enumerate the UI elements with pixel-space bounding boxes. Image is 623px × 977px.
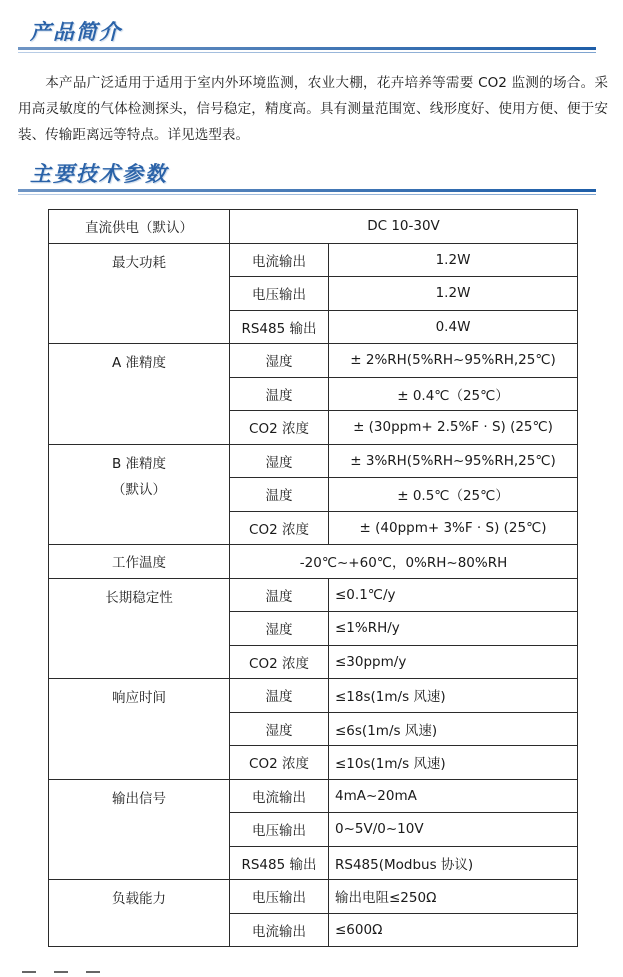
param-label: 响应时间 [49, 679, 230, 780]
param-value: 4mA~20mA [329, 779, 578, 813]
table-row [49, 545, 578, 579]
sub-param-label: 电压输出 [230, 813, 329, 847]
param-value: 1.2W [329, 243, 578, 277]
param-value: ≤0.1℃/y [329, 578, 578, 612]
table-row [49, 779, 578, 813]
param-value: ≤18s(1m/s 风速) [329, 679, 578, 713]
sub-param-label: 湿度 [230, 444, 329, 478]
param-value: 1.2W [329, 277, 578, 311]
param-value: ≤600Ω [329, 913, 578, 947]
param-value: ≤30ppm/y [329, 645, 578, 679]
sub-param-label: 电压输出 [230, 277, 329, 311]
table-row [49, 880, 578, 914]
param-label-line2: （默认） [112, 481, 166, 498]
param-label: 工作温度 [49, 545, 230, 579]
param-label: 输出信号 [49, 779, 230, 880]
param-value: -20℃~+60℃，0%RH~80%RH [230, 545, 578, 579]
table-row [49, 679, 578, 713]
param-value: ± 2%RH(5%RH~95%RH,25℃) [329, 344, 578, 378]
sub-param-label: CO2 浓度 [230, 645, 329, 679]
intro-paragraph: 本产品广泛适用于适用于室内外环境监测，农业大棚，花卉培养等需要 CO2 监测的场合。采用高灵敏度的气体检测探头，信号稳定，精度高。具有测量范围宽、线形度好、使用方便、便于安装、传输距离远等特点。详见选型表。 [18, 75, 608, 143]
heading-text: 主要技术参数 [30, 162, 168, 186]
sub-param-label: 电流输出 [230, 243, 329, 277]
param-value: ± 3%RH(5%RH~95%RH,25℃) [329, 444, 578, 478]
param-value: ≤10s(1m/s 风速) [329, 746, 578, 780]
param-value: ± (40ppm+ 3%F · S) (25℃) [329, 511, 578, 545]
param-value: ± 0.4℃（25℃） [329, 377, 578, 411]
section-heading-intro [18, 14, 596, 50]
sub-param-label: RS485 输出 [230, 846, 329, 880]
sub-param-label: 温度 [230, 679, 329, 713]
param-value: ± 0.5℃（25℃） [329, 478, 578, 512]
table-row [49, 210, 578, 244]
param-label: A 准精度 [49, 344, 230, 445]
sub-param-label: 电压输出 [230, 880, 329, 914]
param-value: RS485(Modbus 协议) [329, 846, 578, 880]
sub-param-label: RS485 输出 [230, 310, 329, 344]
heading-underline [18, 47, 596, 50]
sub-param-label: 湿度 [230, 712, 329, 746]
param-label: 负载能力 [49, 880, 230, 947]
heading-underline-thin [18, 194, 596, 195]
sub-param-label: 温度 [230, 578, 329, 612]
sub-param-label: 电流输出 [230, 779, 329, 813]
param-value: ≤1%RH/y [329, 612, 578, 646]
sub-param-label: CO2 浓度 [230, 746, 329, 780]
cropped-next-heading [22, 958, 142, 963]
param-label: 最大功耗 [49, 243, 230, 344]
heading-text: 产品简介 [30, 20, 122, 44]
sub-param-label: CO2 浓度 [230, 411, 329, 445]
param-value: ≤6s(1m/s 风速) [329, 712, 578, 746]
param-value: 0.4W [329, 310, 578, 344]
table-row [49, 444, 578, 478]
sub-param-label: CO2 浓度 [230, 511, 329, 545]
param-label: 长期稳定性 [49, 578, 230, 679]
heading-underline-thin [18, 52, 596, 53]
sub-param-label: 湿度 [230, 612, 329, 646]
sub-param-label: 电流输出 [230, 913, 329, 947]
spec-table [48, 209, 578, 947]
sub-param-label: 温度 [230, 377, 329, 411]
param-value: DC 10-30V [230, 210, 578, 244]
sub-param-label: 温度 [230, 478, 329, 512]
param-label [49, 444, 230, 545]
sub-param-label: 湿度 [230, 344, 329, 378]
table-row [49, 344, 578, 378]
param-value: 0~5V/0~10V [329, 813, 578, 847]
param-label-line1: B 准精度 [111, 455, 167, 472]
heading-underline [18, 189, 596, 192]
param-value: 输出电阻≤250Ω [329, 880, 578, 914]
param-value: ± (30ppm+ 2.5%F · S) (25℃) [329, 411, 578, 445]
param-label: 直流供电（默认） [49, 210, 230, 244]
table-row [49, 578, 578, 612]
section-heading-specs [18, 156, 596, 192]
table-row [49, 243, 578, 277]
